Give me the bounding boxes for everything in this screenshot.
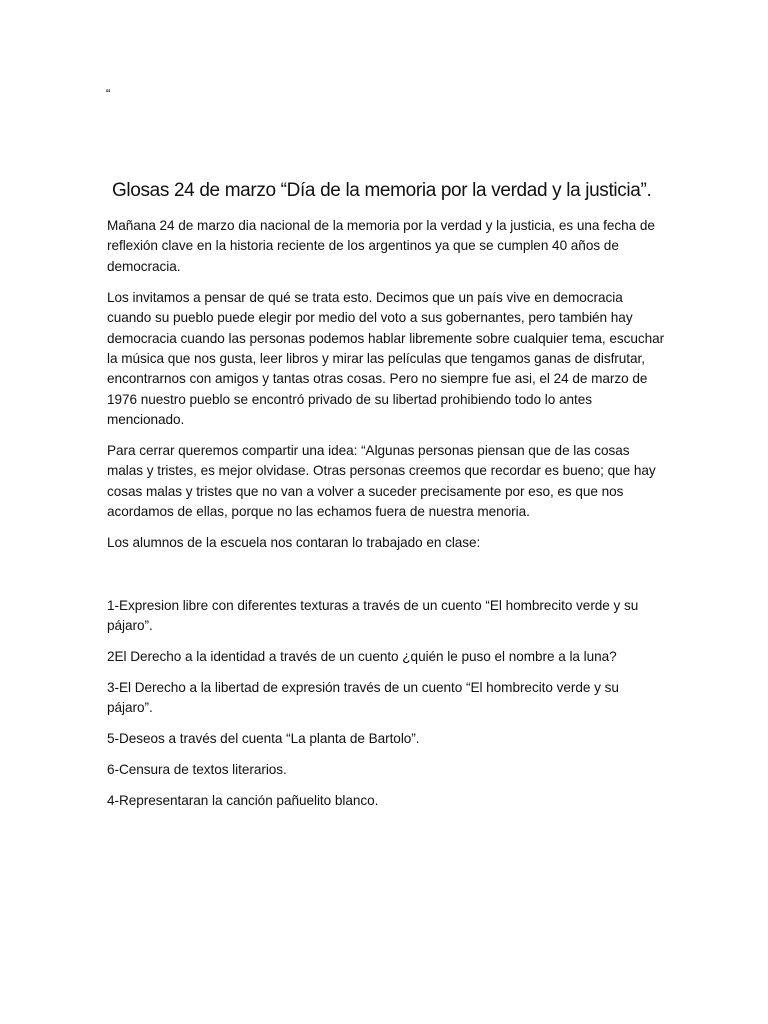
paragraph-intro: Mañana 24 de marzo dia nacional de la memoria por la verdad y la justicia, es una fecha de reflexión clave en la historia reciente de los argentinos ya que se cumplen 40 años de democracia. bbox=[107, 218, 655, 274]
paragraph-democracy: Los invitamos a pensar de qué se trata esto. Decimos que un país vive en democracia cuando su pueblo puede elegir por medio del voto a sus gobernantes, pero también hay democracia cuando las personas podemos hablar libremente sobre cualquier tema, escuchar la música que nos gusta, leer libros y mirar las películas que tengamos ganas de disfrutar, encontrarnos con amigos y tantas otras cosas. Pero no siempre fue asi, el 24 de marzo de 1976 nuestro pueblo se encontró privado de su libertad prohibiendo todo lo antes mencionado. bbox=[107, 289, 665, 428]
list-item: 5-Deseos a través del cuenta “La planta de Bartolo”. bbox=[107, 731, 420, 747]
list-item: 1-Expresion libre con diferentes texturas a través de un cuento “El hombrecito verde y su pájaro”. bbox=[107, 597, 639, 633]
paragraph-list-intro: Los alumnos de la escuela nos contaran lo trabajado en clase: bbox=[107, 535, 481, 551]
paragraph-closing-idea: Para cerrar queremos compartir una idea: “Algunas personas piensan que de las cosas malas y tristes, es mejor olvidase. Otras personas creemos que recordar es bueno; que hay cosas malas y tristes que no van a volver a suceder precisamente por eso, es que nos acordamos de ellas, porque no las echamos fuera de nuestra menoria. bbox=[107, 443, 656, 520]
activity-list bbox=[107, 596, 667, 812]
list-item: 4-Representaran la canción pañuelito blanco. bbox=[107, 792, 379, 808]
list-item: 2El Derecho a la identidad a través de un cuento ¿quién le puso el nombre a la luna? bbox=[107, 648, 617, 664]
document-body bbox=[107, 216, 667, 822]
list-item: 3-El Derecho a la libertad de expresión través de un cuento “El hombrecito verde y su pájaro”. bbox=[107, 679, 619, 716]
page-title: Glosas 24 de marzo “Día de la memoria por la verdad y la justicia”. bbox=[112, 180, 652, 201]
list-item: 6-Censura de textos literarios. bbox=[107, 762, 287, 778]
opening-quote-mark: “ bbox=[106, 86, 111, 101]
